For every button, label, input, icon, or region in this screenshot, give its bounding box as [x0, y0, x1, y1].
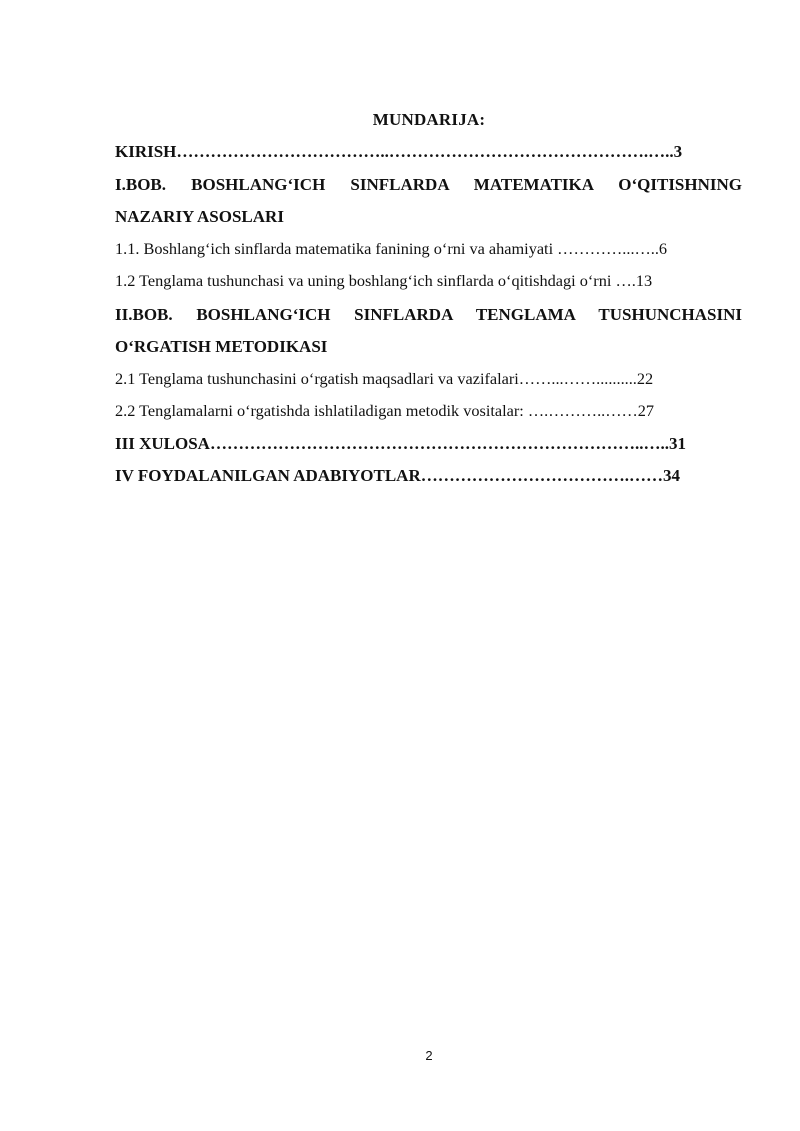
- toc-title: MUNDARIJA:: [372, 110, 486, 129]
- toc-entry-section-2-2[interactable]: 2.2 Tenglamalarni o‘rgatishda ishlatiladigan metodik vositalar: ….………..……27: [115, 401, 655, 420]
- toc-entry-adabiyotlar[interactable]: IV FOYDALANILGAN ADABIYOTLAR……………………………….……34: [115, 466, 680, 485]
- toc-entry-chapter2-line2[interactable]: O‘RGATISH METODIKASI: [115, 337, 328, 356]
- toc-entry-section-1-1[interactable]: 1.1. Boshlang‘ich sinflarda matematika fanining o‘rni va ahamiyati …………...…..6: [115, 239, 668, 258]
- toc-entry-section-1-2[interactable]: 1.2 Tenglama tushunchasi va uning boshlang‘ich sinflarda o‘qitishdagi o‘rni ….13: [115, 271, 653, 290]
- toc-entry-chapter2-line1[interactable]: II.BOB. BOSHLANG‘ICH SINFLARDA TENGLAMA TUSHUNCHASINI: [115, 305, 742, 324]
- page-number: 2: [425, 1048, 433, 1063]
- toc-entry-chapter1-line1[interactable]: I.BOB. BOSHLANG‘ICH SINFLARDA MATEMATIKA O‘QITISHNING: [115, 175, 742, 194]
- toc-entry-xulosa[interactable]: III XULOSA…………………………………………………………………..…..31: [115, 434, 686, 453]
- toc-entry-chapter1-line2[interactable]: NAZARIY ASOSLARI: [115, 207, 284, 226]
- toc-entry-kirish[interactable]: KIRISH………………………………..……………………………………….…..3: [115, 142, 683, 161]
- toc-entry-section-2-1[interactable]: 2.1 Tenglama tushunchasini o‘rgatish maqsadlari va vazifalari……...……..........22: [115, 369, 654, 388]
